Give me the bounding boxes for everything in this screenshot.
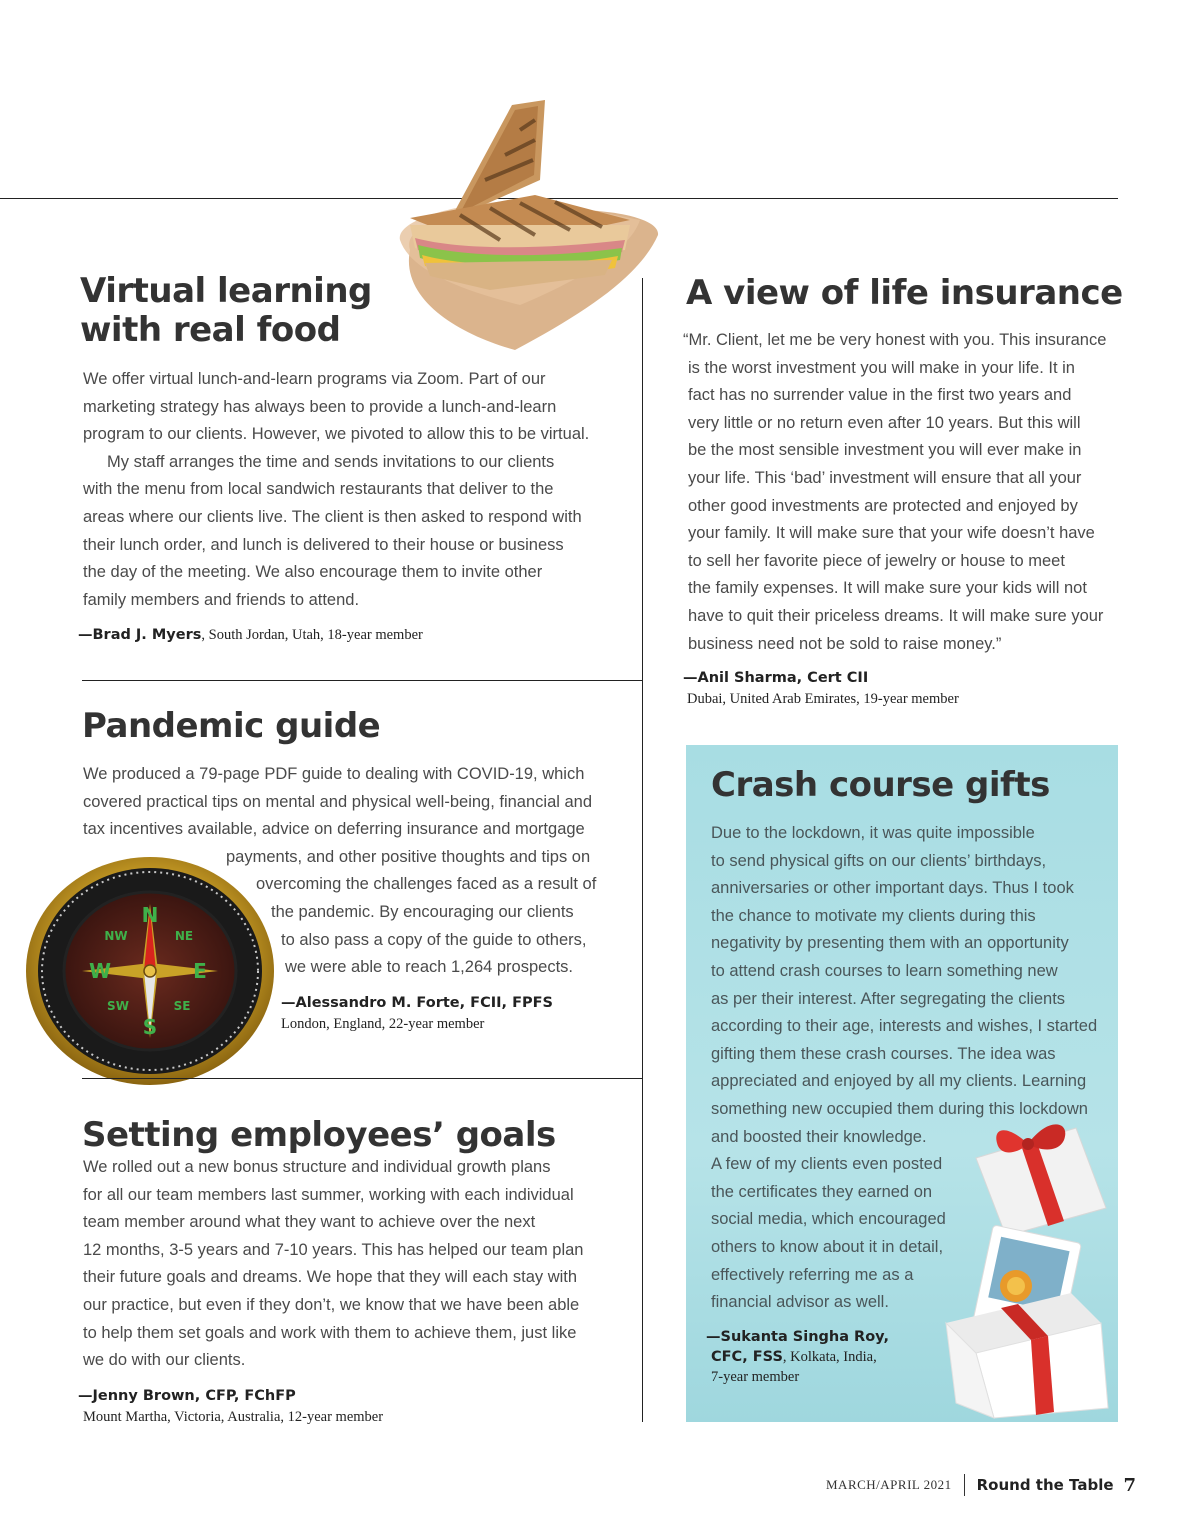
body-line: areas where our clients live. The client is then asked to respond with (83, 507, 582, 526)
body-line: “Mr. Client, let me be very honest with you. This insurance (683, 331, 1107, 349)
gifts-title: Crash course gifts (711, 765, 1050, 805)
magazine-name: Round the Table (976, 1476, 1114, 1494)
body-line: very little or no return even after 10 years. But this will (688, 413, 1081, 432)
body-line: to sell her favorite piece of jewelry or house to meet (688, 551, 1065, 570)
body-line: their lunch order, and lunch is delivered to their house or business (83, 535, 564, 554)
body-line: We produced a 79-page PDF guide to dealing with COVID-19, which (83, 765, 585, 783)
author-location: Dubai, United Arab Emirates, 19-year member (687, 691, 959, 707)
compass-image (22, 852, 278, 1088)
gifts-attribution (706, 1327, 889, 1387)
author-location: , Kolkata, India, (782, 1349, 877, 1365)
employees-goals-title: Setting employees’ goals (82, 1115, 556, 1155)
body-line: social media, which encouraged (711, 1210, 946, 1229)
body-line: anniversaries or other important days. Thus I took (711, 879, 1074, 898)
virtual-learning-body (83, 366, 623, 614)
page-footer (826, 1474, 1136, 1496)
body-line: is the worst investment you will make in your life. It in (688, 358, 1075, 377)
body-line: to also pass a copy of the guide to others, (281, 930, 587, 949)
body-line: the certificates they earned on (711, 1182, 933, 1201)
body-line: others to know about it in detail, (711, 1237, 944, 1256)
body-line: other good investments are protected and enjoyed by (688, 496, 1078, 515)
author-name: —Jenny Brown, CFP, FChFP (78, 1388, 296, 1404)
body-line: the pandemic. By encouraging our clients (271, 902, 574, 921)
compass-label: W (88, 959, 112, 983)
body-line: appreciated and enjoyed by all my clients. Learning (711, 1072, 1087, 1091)
body-line: negativity by presenting them with an opportunity (711, 934, 1069, 953)
body-line: payments, and other positive thoughts and tips on (226, 847, 591, 866)
section-rule (82, 680, 643, 681)
author-name: —Anil Sharma, Cert CII (683, 670, 869, 686)
virtual-learning-title (80, 272, 372, 350)
body-line: with the menu from local sandwich restaurants that deliver to the (83, 480, 554, 499)
body-line: and boosted their knowledge. (711, 1127, 927, 1146)
pandemic-guide-attribution (281, 993, 553, 1035)
compass-label: NW (104, 929, 128, 943)
body-line: A few of my clients even posted (711, 1155, 943, 1174)
body-line: My staff arranges the time and sends invitations to our clients (107, 452, 555, 471)
pandemic-guide-title: Pandemic guide (82, 706, 381, 746)
author-name: —Sukanta Singha Roy, (706, 1329, 890, 1345)
body-line: the chance to motivate my clients during this (711, 906, 1036, 925)
section-rule (82, 1078, 643, 1079)
body-line: financial advisor as well. (711, 1293, 889, 1312)
page-number: 7 (1123, 1474, 1137, 1496)
life-insurance-body (683, 327, 1123, 658)
body-line: covered practical tips on mental and physical well-being, financial and (83, 792, 593, 811)
body-line: 12 months, 3-5 years and 7-10 years. This has helped our team plan (83, 1240, 584, 1259)
gifts-body (711, 820, 1111, 1317)
virtual-learning-attribution (78, 626, 423, 644)
life-insurance-title: A view of life insurance (686, 273, 1123, 313)
body-line: We rolled out a new bonus structure and individual growth plans (83, 1158, 551, 1176)
body-line: our practice, but even if they don’t, we know that we have been able (83, 1295, 580, 1314)
body-line: marketing strategy has always been to provide a lunch-and-learn (83, 397, 557, 416)
body-line: the family expenses. It will make sure your kids will not (688, 579, 1087, 598)
body-line: have to quit their priceless dreams. It will make sure your (688, 606, 1104, 625)
body-line: team member around what they want to achieve over the next (83, 1213, 536, 1232)
body-line: tax incentives available, advice on deferring insurance and mortgage (83, 820, 585, 839)
author-name: —Brad J. Myers (78, 627, 202, 643)
compass-label: S (142, 1015, 158, 1039)
life-insurance-attribution (683, 668, 959, 710)
body-line: for all our team members last summer, working with each individual (83, 1185, 574, 1204)
body-line: we do with our clients. (83, 1351, 246, 1370)
body-line: to attend crash courses to learn something new (711, 961, 1058, 980)
issue-date: MARCH/APRIL 2021 (826, 1477, 952, 1492)
column-divider (642, 278, 643, 1422)
body-line: be the most sensible investment you will ever make in (688, 441, 1082, 460)
body-line: your family. It will make sure that your wife doesn’t have (688, 524, 1095, 543)
author-location: , South Jordan, Utah, 18-year member (201, 627, 423, 643)
body-line: we were able to reach 1,264 prospects. (285, 958, 574, 977)
author-credentials: CFC, FSS (711, 1349, 783, 1365)
body-line: family members and friends to attend. (83, 590, 360, 609)
body-line: gifting them these crash courses. The idea was (711, 1044, 1056, 1063)
body-line: according to their age, interests and wishes, I started (711, 1017, 1098, 1036)
body-line: your life. This ‘bad’ investment will ensure that all your (688, 468, 1082, 487)
body-line: overcoming the challenges faced as a result of (256, 875, 597, 894)
sandwich-image (340, 100, 670, 355)
footer-divider (964, 1474, 965, 1496)
compass-label: NE (174, 929, 194, 943)
title-line: with real food (80, 310, 341, 350)
body-line: the day of the meeting. We also encourage them to invite other (83, 563, 543, 582)
body-line: program to our clients. However, we pivoted to allow this to be virtual. (83, 425, 590, 444)
employees-goals-body (83, 1154, 623, 1375)
compass-label: SW (107, 999, 129, 1013)
compass-label: SE (173, 999, 191, 1013)
body-line: We offer virtual lunch-and-learn programs via Zoom. Part of our (83, 370, 546, 388)
author-tenure: 7-year member (711, 1369, 800, 1385)
author-location: Mount Martha, Victoria, Australia, 12-year member (83, 1409, 384, 1425)
body-line: to send physical gifts on our clients’ birthdays, (711, 851, 1047, 870)
body-line: Due to the lockdown, it was quite impossible (711, 824, 1035, 842)
compass-label: N (141, 903, 159, 927)
author-name: —Alessandro M. Forte, FCII, FPFS (281, 995, 553, 1011)
body-line: business need not be sold to raise money.” (688, 634, 1002, 653)
title-line: Virtual learning (80, 271, 372, 311)
body-line: fact has no surrender value in the first two years and (688, 386, 1072, 405)
author-location: London, England, 22-year member (281, 1016, 485, 1032)
employees-goals-attribution (78, 1386, 383, 1428)
compass-label: E (193, 959, 207, 983)
body-line: their future goals and dreams. We hope that they will each stay with (83, 1268, 578, 1287)
body-line: effectively referring me as a (711, 1265, 914, 1284)
body-line: as per their interest. After segregating the clients (711, 989, 1066, 1008)
body-line: something new occupied them during this lockdown (711, 1099, 1088, 1118)
body-line: to help them set goals and work with them to achieve them, just like (83, 1323, 577, 1342)
